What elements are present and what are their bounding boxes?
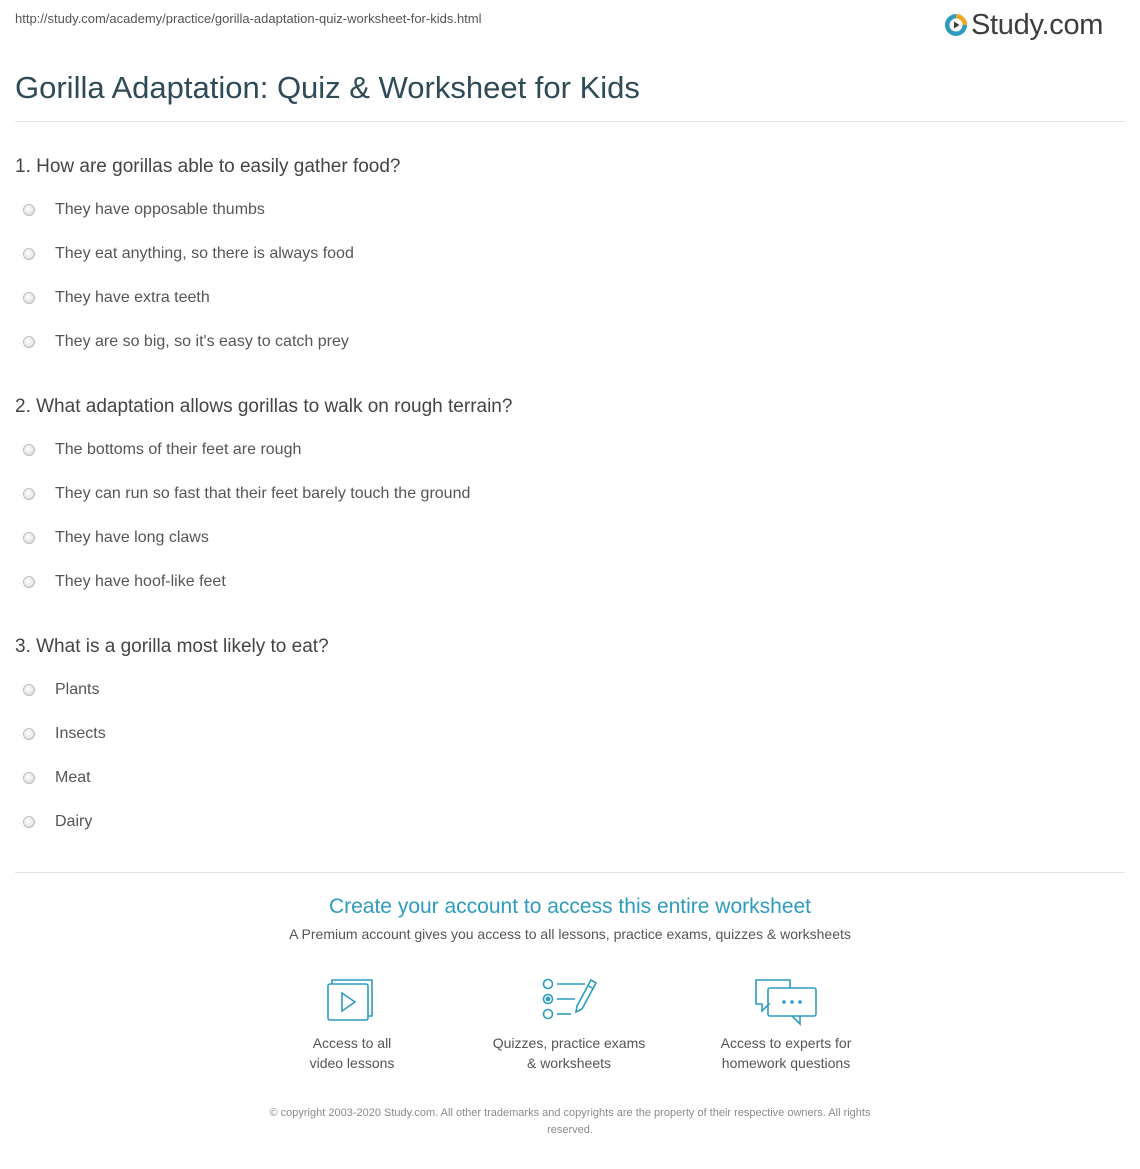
radio-button[interactable] [23,728,35,740]
question-2 [15,393,1115,590]
radio-button[interactable] [23,772,35,784]
play-circle-icon [944,13,968,37]
cta-subtitle: A Premium account gives you access to all lessons, practice exams, quizzes & worksheets [289,926,851,942]
feature-label: Access to all video lessons [309,1035,395,1071]
study-logo[interactable] [944,8,1103,42]
radio-button[interactable] [23,532,35,544]
answer-option[interactable] [15,483,470,505]
answer-option[interactable] [15,679,99,701]
feature-experts [686,976,886,1073]
answer-label: The bottoms of their feet are rough [55,441,302,458]
answer-label: Meat [55,769,91,786]
page-title: Gorilla Adaptation: Quiz & Worksheet for Kids [15,70,640,105]
radio-button[interactable] [23,292,35,304]
radio-button[interactable] [23,248,35,260]
answer-option[interactable] [15,199,265,221]
radio-button[interactable] [23,444,35,456]
answer-option[interactable] [15,723,106,745]
radio-button[interactable] [23,576,35,588]
answer-label: They are so big, so it's easy to catch prey [55,333,349,350]
radio-button[interactable] [23,684,35,696]
question-text: 3. What is a gorilla most likely to eat? [15,636,329,657]
answer-label: Plants [55,681,100,698]
radio-button[interactable] [23,816,35,828]
answer-label: They have opposable thumbs [55,201,265,218]
feature-label: Access to experts for homework questions [720,1035,852,1071]
feature-label: Quizzes, practice exams & worksheets [492,1035,646,1071]
answer-label: Dairy [55,813,93,830]
radio-button[interactable] [23,488,35,500]
cta-title-link[interactable]: Create your account to access this entire worksheet [328,895,812,918]
question-1 [15,153,1115,350]
answer-label: They eat anything, so there is always food [55,245,354,262]
feature-video-lessons [252,976,452,1073]
question-text: 2. What adaptation allows gorillas to walk on rough terrain? [15,396,513,417]
answer-option[interactable] [15,527,209,549]
answer-option[interactable] [15,331,349,353]
answer-option[interactable] [15,571,226,593]
question-text: 1. How are gorillas able to easily gather food? [15,156,401,177]
answer-label: They can run so fast that their feet barely touch the ground [55,485,471,502]
answer-option[interactable] [15,287,210,309]
answer-option[interactable] [15,243,354,265]
feature-quizzes [469,976,669,1073]
top-bar [0,0,1140,50]
title-divider [15,121,1125,122]
answer-label: They have extra teeth [55,289,210,306]
answer-option[interactable] [15,767,91,789]
cta-divider [15,872,1125,873]
answer-label: They have hoof-like feet [55,573,226,590]
copyright-notice: © copyright 2003-2020 Study.com. All other trademarks and copyrights are the property of their respective owners. All rights reserved. [269,1107,871,1136]
radio-button[interactable] [23,336,35,348]
answer-option[interactable] [15,439,301,461]
question-3 [15,633,1115,830]
quiz-checklist-icon [541,976,597,1022]
logo-text: Study.com [971,8,1104,41]
answer-option[interactable] [15,811,92,833]
video-lessons-icon [326,976,378,1022]
radio-button[interactable] [23,204,35,216]
chat-experts-icon [754,976,818,1026]
answer-label: Insects [55,725,106,742]
answer-label: They have long claws [55,529,209,546]
page-url: http://study.com/academy/practice/gorilla-adaptation-quiz-worksheet-for-kids.html [15,11,482,26]
